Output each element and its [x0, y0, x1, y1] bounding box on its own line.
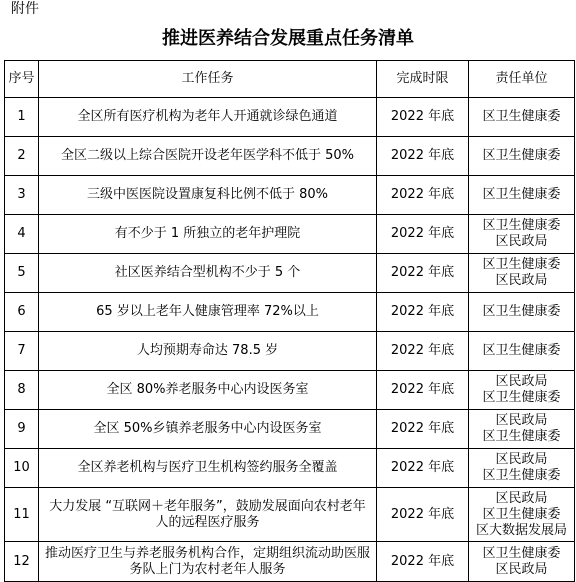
row-number: 1 [5, 98, 39, 137]
row-task: 社区医养结合型机构不少于 5 个 [39, 254, 377, 293]
table-row [5, 542, 575, 582]
responsible-unit: 区民政局 [495, 273, 548, 288]
row-task: 全区二级以上综合医院开设老年医学科不低于 50% [39, 137, 377, 176]
row-number: 4 [5, 215, 39, 254]
row-responsible-units [469, 488, 575, 542]
row-number: 7 [5, 332, 39, 371]
row-number: 5 [5, 254, 39, 293]
row-responsible-units [469, 176, 575, 215]
row-number: 3 [5, 176, 39, 215]
row-responsible-units [469, 410, 575, 449]
responsible-unit: 区卫生健康委 [482, 343, 561, 358]
table-row [5, 371, 575, 410]
row-task: 人均预期寿命达 78.5 岁 [39, 332, 377, 371]
row-number: 12 [5, 542, 39, 582]
row-deadline: 2022 年底 [377, 215, 469, 254]
responsible-unit: 区民政局 [495, 374, 548, 389]
table-header-row [5, 61, 575, 98]
row-task: 有不少于 1 所独立的老年护理院 [39, 215, 377, 254]
row-deadline: 2022 年底 [377, 449, 469, 488]
row-number: 11 [5, 488, 39, 542]
table-row [5, 293, 575, 332]
row-responsible-units [469, 215, 575, 254]
responsible-unit: 区卫生健康委 [482, 218, 561, 233]
table-row [5, 449, 575, 488]
header-deadline: 完成时限 [377, 61, 469, 98]
table-row [5, 488, 575, 542]
row-responsible-units [469, 371, 575, 410]
row-number: 10 [5, 449, 39, 488]
table-row [5, 332, 575, 371]
row-task: 推动医疗卫生与养老服务机构合作，定期组织流动助医服务队上门为农村老年人服务 [39, 542, 377, 582]
row-number: 9 [5, 410, 39, 449]
responsible-unit: 区卫生健康委 [482, 506, 561, 522]
responsible-unit: 区民政局 [495, 452, 548, 467]
row-responsible-units [469, 137, 575, 176]
row-number: 2 [5, 137, 39, 176]
row-responsible-units [469, 293, 575, 332]
page-title: 推进医养结合发展重点任务清单 [162, 28, 414, 49]
row-deadline: 2022 年底 [377, 488, 469, 542]
header-no: 序号 [5, 61, 39, 98]
row-responsible-units [469, 542, 575, 582]
responsible-unit: 区大数据发展局 [475, 522, 567, 538]
header-dept: 责任单位 [469, 61, 575, 98]
row-responsible-units [469, 98, 575, 137]
row-deadline: 2022 年底 [377, 176, 469, 215]
row-number: 6 [5, 293, 39, 332]
row-task: 全区 80%养老服务中心内设医务室 [39, 371, 377, 410]
responsible-unit: 区卫生健康委 [482, 257, 561, 272]
responsible-unit: 区民政局 [495, 490, 548, 506]
row-responsible-units [469, 254, 575, 293]
responsible-unit: 区卫生健康委 [482, 148, 561, 163]
row-task: 全区养老机构与医疗卫生机构签约服务全覆盖 [39, 449, 377, 488]
responsible-unit: 区民政局 [495, 561, 548, 577]
row-deadline: 2022 年底 [377, 137, 469, 176]
row-task: 65 岁以上老年人健康管理率 72%以上 [39, 293, 377, 332]
task-table [4, 60, 575, 582]
table-row [5, 176, 575, 215]
table-row [5, 98, 575, 137]
row-deadline: 2022 年底 [377, 98, 469, 137]
row-task: 全区 50%乡镇养老服务中心内设医务室 [39, 410, 377, 449]
row-number: 8 [5, 371, 39, 410]
responsible-unit: 区卫生健康委 [482, 545, 561, 561]
responsible-unit: 区卫生健康委 [482, 429, 561, 444]
responsible-unit: 区卫生健康委 [482, 468, 561, 483]
row-responsible-units [469, 449, 575, 488]
row-deadline: 2022 年底 [377, 254, 469, 293]
row-deadline: 2022 年底 [377, 542, 469, 582]
table-row [5, 137, 575, 176]
responsible-unit: 区卫生健康委 [482, 187, 561, 202]
task-rows [5, 98, 575, 582]
row-deadline: 2022 年底 [377, 410, 469, 449]
header-task: 工作任务 [39, 61, 377, 98]
row-deadline: 2022 年底 [377, 332, 469, 371]
responsible-unit: 区卫生健康委 [482, 109, 561, 124]
table-row [5, 215, 575, 254]
responsible-unit: 区民政局 [495, 234, 548, 249]
row-task: 全区所有医疗机构为老年人开通就诊绿色通道 [39, 98, 377, 137]
responsible-unit: 区民政局 [495, 413, 548, 428]
row-deadline: 2022 年底 [377, 293, 469, 332]
responsible-unit: 区卫生健康委 [482, 390, 561, 405]
table-row [5, 254, 575, 293]
row-deadline: 2022 年底 [377, 371, 469, 410]
attachment-label: 附件 [11, 1, 39, 17]
table-row [5, 410, 575, 449]
row-task: 三级中医医院设置康复科比例不低于 80% [39, 176, 377, 215]
responsible-unit: 区卫生健康委 [482, 304, 561, 319]
row-task: 大力发展 “互联网＋老年服务”，鼓励发展面向农村老年人的远程医疗服务 [39, 488, 377, 542]
row-responsible-units [469, 332, 575, 371]
